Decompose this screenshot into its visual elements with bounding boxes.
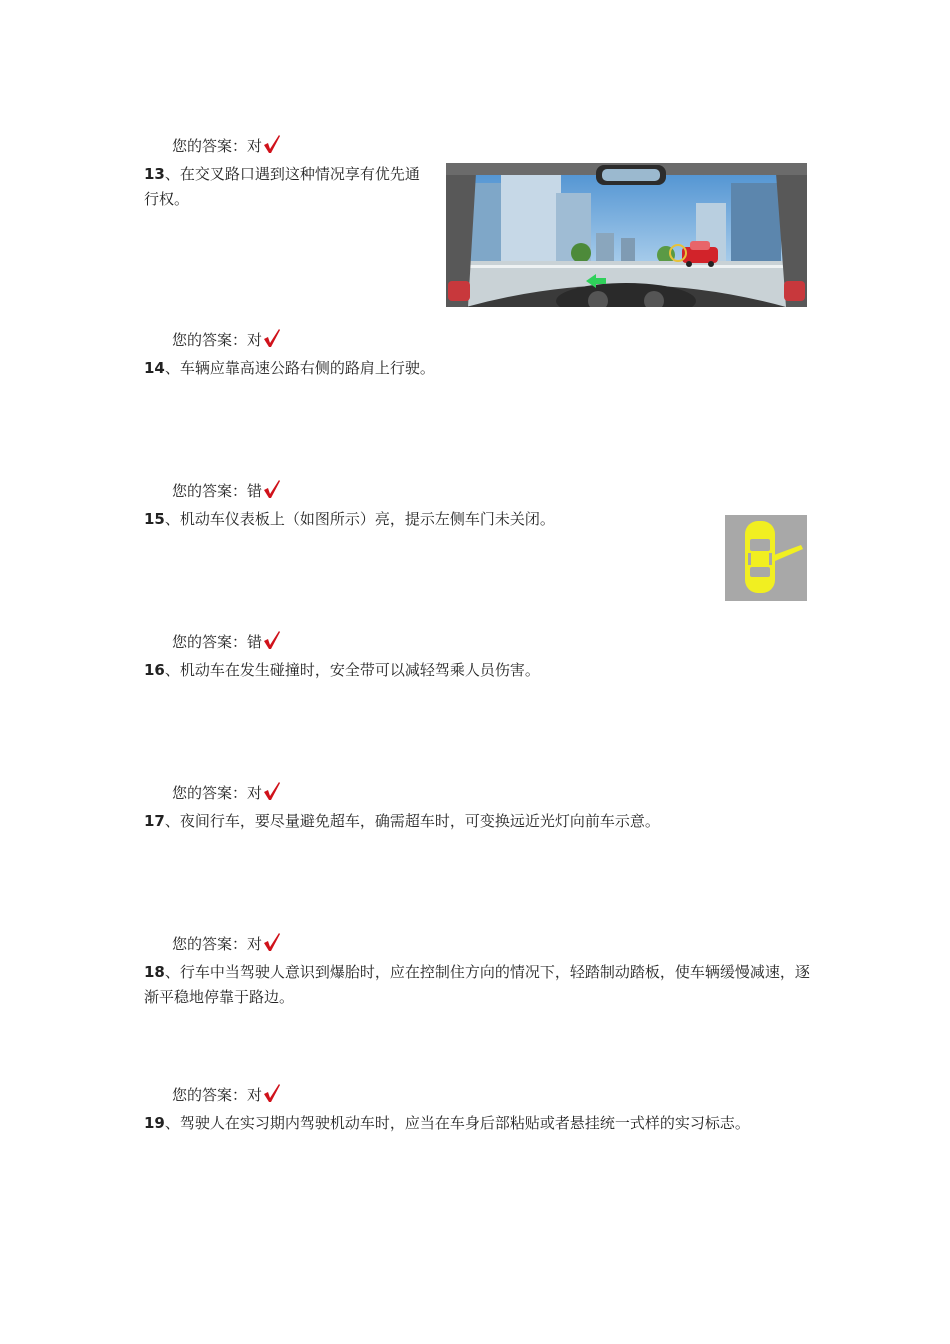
answer-label: 您的答案： [172,1086,248,1104]
question-number: 18 [144,963,165,981]
answer-label: 您的答案： [172,784,248,802]
answer-label: 您的答案： [172,935,248,953]
answer-line [172,781,281,803]
question-separator: 、 [164,165,180,183]
answer-line [172,134,281,156]
question-separator: 、 [164,1114,180,1132]
answer-value: 对 [247,137,263,155]
check-mark-icon [263,781,281,801]
question-text: 在交叉路口遇到这种情况享有优先通 [179,165,420,183]
question-text: 驾驶人在实习期内驾驶机动车时，应当在车身后部粘贴或者悬挂统一式样的实习标志。 [179,1114,750,1132]
answer-label: 您的答案： [172,633,248,651]
answer-value: 对 [247,935,263,953]
answer-line [172,630,281,652]
answer-line [172,479,281,501]
answer-line [172,328,281,350]
question-17 [144,809,824,834]
question-18 [144,960,812,1010]
question-13 [144,162,444,212]
intersection-scene-image [446,163,807,307]
question-19 [144,1111,834,1136]
check-mark-icon [263,479,281,499]
answer-label: 您的答案： [172,137,248,155]
question-number: 16 [144,661,165,679]
check-mark-icon [263,932,281,952]
answer-label: 您的答案： [172,331,248,349]
question-separator: 、 [164,359,180,377]
question-14 [144,356,824,381]
answer-label: 您的答案： [172,482,248,500]
question-text: 夜间行车，要尽量避免超车，确需超车时，可变换远近光灯向前车示意。 [179,812,660,830]
question-15 [144,507,704,532]
question-number: 13 [144,165,165,183]
question-text-continued: 行权。 [144,190,190,208]
answer-value: 对 [247,784,263,802]
question-separator: 、 [164,661,180,679]
door-open-warning-icon [725,515,807,601]
answer-value: 对 [247,1086,263,1104]
answer-value: 错 [247,482,263,500]
answer-value: 错 [247,633,263,651]
question-text: 行车中当驾驶人意识到爆胎时，应在控制住方向的情况下，轻踏制动踏板，使车辆缓慢减速，逐渐平稳地停靠于路边。 [144,963,810,1006]
check-mark-icon [263,134,281,154]
answer-line [172,932,281,954]
check-mark-icon [263,328,281,348]
question-number: 14 [144,359,165,377]
answer-line [172,1083,281,1105]
check-mark-icon [263,1083,281,1103]
check-mark-icon [263,630,281,650]
question-separator: 、 [164,510,180,528]
answer-value: 对 [247,331,263,349]
question-text: 机动车在发生碰撞时，安全带可以减轻驾乘人员伤害。 [179,661,540,679]
question-number: 17 [144,812,165,830]
question-separator: 、 [164,812,180,830]
question-text: 车辆应靠高速公路右侧的路肩上行驶。 [179,359,435,377]
question-text: 机动车仪表板上（如图所示）亮，提示左侧车门未关闭。 [179,510,555,528]
question-number: 19 [144,1114,165,1132]
question-number: 15 [144,510,165,528]
question-separator: 、 [164,963,180,981]
question-16 [144,658,824,683]
